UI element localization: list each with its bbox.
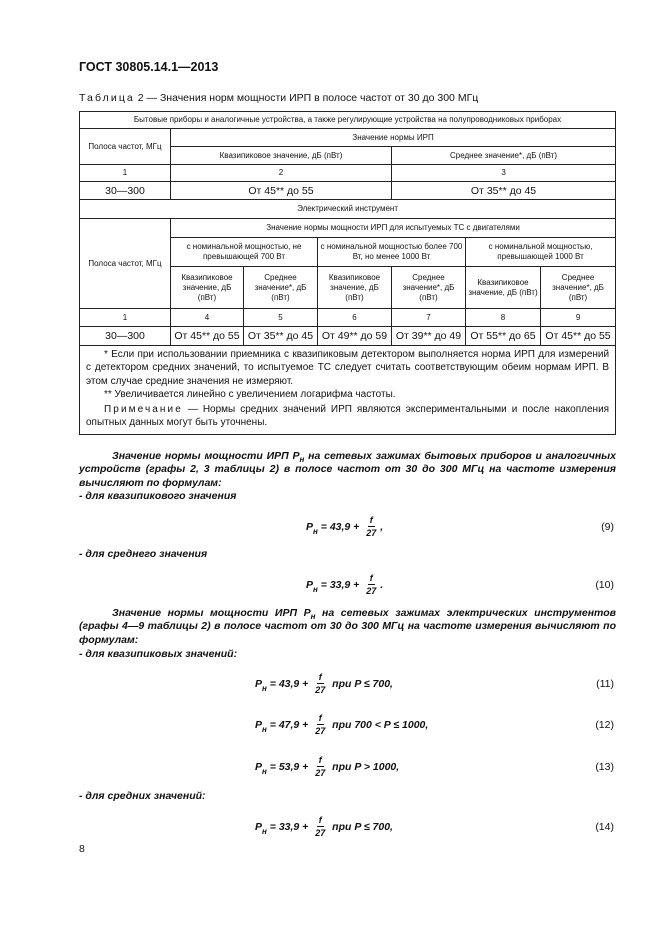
fraction-denominator: 27 xyxy=(315,685,326,695)
fraction-numerator: f xyxy=(369,515,373,525)
power-group-header: с номинальной мощностью, превышающей 1000 Вт xyxy=(466,238,616,267)
col-num-cell: 1 xyxy=(80,165,171,182)
formula-10 xyxy=(306,573,383,597)
equation-number: (10) xyxy=(595,579,614,591)
footnote-1: * Если при использовании приемника с квазипиковым детектором выполняется норма ИРП для измерений с детектором средних значений, то испытуемое ТС следует считать соответствующим обеим нормам ИРП. В этом случае средние значения не измеряют. xyxy=(86,349,610,387)
col-num-cell: 3 xyxy=(392,165,616,182)
fraction-numerator: f xyxy=(318,672,322,682)
row1-band: 30—300 xyxy=(80,182,171,200)
row2-value-cell: От 49** до 59 xyxy=(318,327,392,346)
power-group-header: с номинальной мощностью, не превышающей 700 Вт xyxy=(171,238,318,267)
quasi-peak-header: Квазипиковое значение, дБ (пВт) xyxy=(171,147,392,165)
sub-header-cell: Квазипиковое значение, дБ (пВт) xyxy=(318,267,392,309)
formula-12 xyxy=(255,713,428,737)
sub-header-cell: Среднее значение*, дБ (пВт) xyxy=(541,267,616,309)
formula-tail: при P > 1000, xyxy=(329,761,400,773)
formula-subscript: н xyxy=(262,724,267,734)
formula-const: = 47,9 + xyxy=(266,719,312,731)
col-num-cell: 5 xyxy=(244,309,318,327)
row1-avg-value: От 35** до 45 xyxy=(392,182,616,200)
row2-value-cell: От 55** до 65 xyxy=(466,327,541,346)
formula-14 xyxy=(255,815,393,839)
formula-11 xyxy=(255,672,393,696)
norms-table xyxy=(79,111,616,435)
para2-rest: на сетевых зажимах электрических инструментов (графы 4—9 таблицы 2) в полосе частот от 30 до 300 МГц на частоте измерения вычисляют по формулам: xyxy=(79,607,616,646)
average-header: Среднее значение*, дБ (пВт) xyxy=(392,147,616,165)
col-num-cell: 9 xyxy=(541,309,616,327)
equation-number: (11) xyxy=(596,678,614,690)
fraction-numerator: f xyxy=(318,815,322,825)
row2-value-cell: От 35** до 45 xyxy=(244,327,318,346)
col-num-cell: 6 xyxy=(318,309,392,327)
fraction xyxy=(315,672,325,696)
formula-13 xyxy=(255,755,399,779)
formula-const: = 33,9 + xyxy=(266,821,312,833)
formula-const: = 33,9 + xyxy=(317,579,363,591)
formula-tail: при 700 < P ≤ 1000, xyxy=(329,719,429,731)
fraction-denominator: 27 xyxy=(315,828,326,838)
formula-lhs: P xyxy=(306,521,314,533)
para2-subscript: н xyxy=(310,612,316,621)
sub-header-cell: Квазипиковое значение, дБ (пВт) xyxy=(171,267,244,309)
col-num-cell: 4 xyxy=(171,309,244,327)
fraction xyxy=(315,713,325,737)
sub-header-cell: Среднее значение*, дБ (пВт) xyxy=(244,267,318,309)
table-notes xyxy=(80,346,616,435)
formula-tail: , xyxy=(380,521,384,533)
para1-subscript: н xyxy=(299,455,305,464)
remark-text: — Нормы средних значений ИРП являются экспериментальными и после накопления опытных данных могут быть уточнены. xyxy=(86,404,610,429)
sub-header-cell: Квазипиковое значение, дБ (пВт) xyxy=(466,267,541,309)
remark-label: Примечание xyxy=(104,404,183,416)
fraction xyxy=(315,755,325,779)
table-caption xyxy=(79,92,478,104)
fraction-numerator: f xyxy=(318,755,322,765)
document-id: ГОСТ 30805.14.1—2013 xyxy=(79,60,219,74)
section-household-title: Бытовые приборы и аналогичные устройства, а также регулирующие устройства на полупроводниковых приборах xyxy=(80,112,616,129)
equation-number: (12) xyxy=(595,719,614,731)
formula-lhs: P xyxy=(255,761,263,773)
table-caption-text: 2 — Значения норм мощности ИРП в полосе частот от 30 до 300 МГц xyxy=(134,92,479,104)
formula-lhs: P xyxy=(306,579,314,591)
fraction-denominator: 27 xyxy=(315,768,326,778)
formula-subscript: н xyxy=(313,584,318,594)
paragraph-tools xyxy=(79,607,616,647)
fraction xyxy=(366,573,376,597)
freq-band-header-2: Полоса частот, МГц xyxy=(80,219,171,309)
fraction-numerator: f xyxy=(318,713,322,723)
row2-value-cell: От 45** до 55 xyxy=(171,327,244,346)
formula-tail: . xyxy=(380,579,384,591)
equation-number: (9) xyxy=(601,521,614,533)
col-num-cell: 8 xyxy=(466,309,541,327)
col-num-cell: 1 xyxy=(80,309,171,327)
irp-norm-header-2: Значение нормы мощности ИРП для испытуемых ТС с двигателями xyxy=(171,219,616,238)
equation-number: (14) xyxy=(595,821,614,833)
formula-subscript: н xyxy=(313,526,318,536)
formula-const: = 53,9 + xyxy=(266,761,312,773)
label-quasi-peak-plural: - для квазипиковых значений: xyxy=(79,648,238,660)
para1-start: Значение нормы мощности ИРП P xyxy=(112,450,300,462)
formula-lhs: P xyxy=(255,678,263,690)
col-num-cell: 7 xyxy=(392,309,466,327)
label-quasi-peak: - для квазипикового значения xyxy=(79,490,237,502)
freq-band-header-1: Полоса частот, МГц xyxy=(80,129,171,165)
section-tools-title: Электрический инструмент xyxy=(80,200,616,219)
fraction xyxy=(366,515,376,539)
row1-quasi-value: От 45** до 55 xyxy=(171,182,392,200)
label-average: - для среднего значения xyxy=(79,548,208,560)
table-remark xyxy=(86,403,609,430)
fraction-denominator: 27 xyxy=(366,528,377,538)
col-num-cell: 2 xyxy=(171,165,392,182)
formula-lhs: P xyxy=(255,719,263,731)
power-group-header: с номинальной мощностью более 700 Вт, но менее 1000 Вт xyxy=(318,238,466,267)
equation-number: (13) xyxy=(595,761,614,773)
formula-subscript: н xyxy=(262,683,267,693)
fraction-denominator: 27 xyxy=(315,726,326,736)
para1-rest: на сетевых зажимах бытовых приборов и аналогичных устройств (графы 2, 3 таблицы 2) в полосе частот от 30 до 300 МГц на частоте измерения вычисляют по формулам: xyxy=(79,450,616,489)
row2-value-cell: От 45** до 55 xyxy=(541,327,616,346)
irp-norm-header-1: Значение нормы ИРП xyxy=(171,129,616,147)
paragraph-household xyxy=(79,450,616,490)
formula-subscript: н xyxy=(262,826,267,836)
formula-lhs: P xyxy=(255,821,263,833)
formula-subscript: н xyxy=(262,766,267,776)
formula-tail: при P ≤ 700, xyxy=(329,821,393,833)
label-average-plural: - для средних значений: xyxy=(79,790,206,802)
page-number: 8 xyxy=(79,843,85,855)
fraction-denominator: 27 xyxy=(366,586,377,596)
row2-band: 30—300 xyxy=(80,327,171,346)
fraction xyxy=(315,815,325,839)
formula-tail: при P ≤ 700, xyxy=(329,678,393,690)
sub-header-cell: Среднее значение*, дБ (пВт) xyxy=(392,267,466,309)
table-caption-prefix: Таблица xyxy=(79,92,135,104)
para2-start: Значение нормы мощности ИРП P xyxy=(112,607,311,619)
formula-const: = 43,9 + xyxy=(317,521,363,533)
row2-value-cell: От 39** до 49 xyxy=(392,327,466,346)
formula-const: = 43,9 + xyxy=(266,678,312,690)
formula-9 xyxy=(306,515,383,539)
footnote-2: ** Увеличивается линейно с увеличением логарифма частоты. xyxy=(104,388,396,400)
fraction-numerator: f xyxy=(369,573,373,583)
